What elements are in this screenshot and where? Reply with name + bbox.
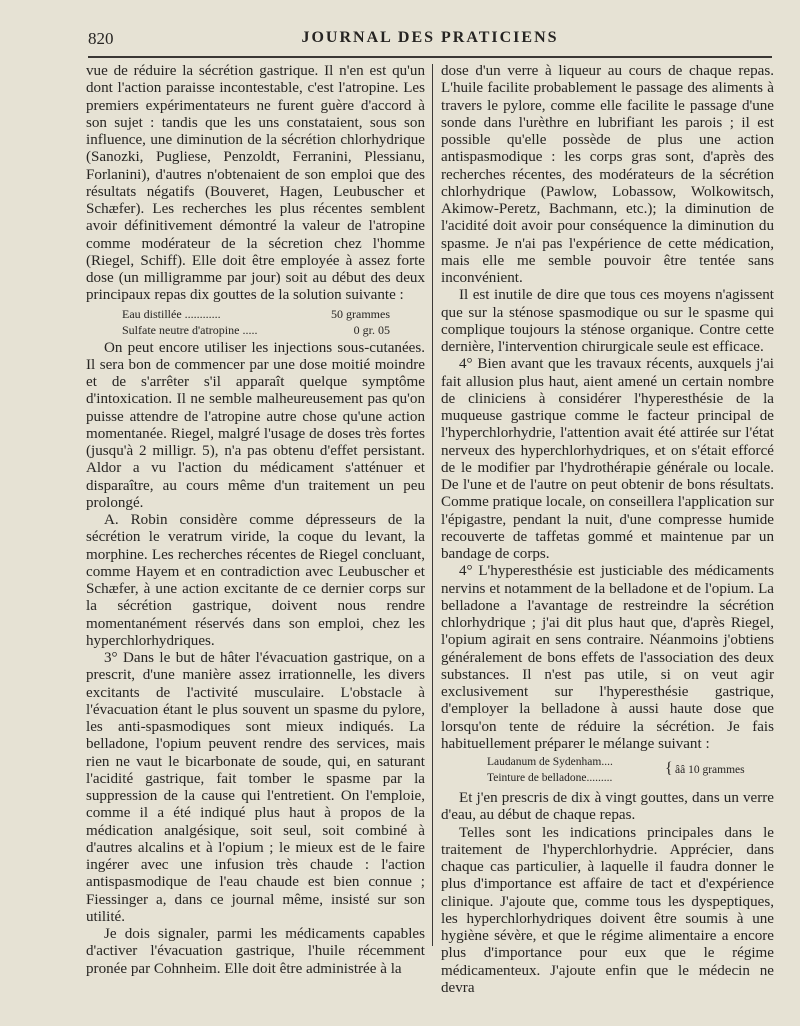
recipe-item: Sulfate neutre d'atropine ..... (122, 322, 258, 337)
right-column (441, 63, 774, 997)
paragraph: Il est inutile de dire que tous ces moyens n'agissent que sur la sténose spasmodique ou sur le spasme qui complique toujours la sténose organique. Contre cette dernière, l'intervention chirurgicale seule est efficace. (441, 287, 774, 355)
paragraph: On peut encore utiliser les injections sous-cutanées. Il sera bon de commencer par une dose moitié moindre et de s'arrêter s'il apparaît quelque symptôme d'intoxication. Il ne semble malheureusement pas qu'on puisse attendre de l'atropine autre chose qu'une action momentanée. Riegel, malgré l'usage de doses très fortes (jusqu'à 2 milligr. 5), n'a pas obtenu d'effet persistant. Aldor a vu l'action du médicament s'atténuer et disparaître, au cours même d'un traitement un peu prolongé. (86, 339, 425, 511)
laudanum-recipe (487, 754, 774, 787)
journal-title: JOURNAL DES PRATICIENS (301, 29, 559, 46)
header-rule (88, 56, 772, 58)
recipe-dose: 0 gr. 05 (353, 322, 390, 337)
paragraph: Et j'en prescris de dix à vingt gouttes, dans un verre d'eau, au début de chaque repas. (441, 790, 774, 824)
brace-symbol: { (665, 760, 673, 777)
recipe-item: Teinture de belladone......... (487, 772, 613, 784)
paragraph: dose d'un verre à liqueur au cours de chaque repas. L'huile facilite probablement le passage des aliments à travers le pylore, comme elle facilite le passage d'une sonde dans l'urèthre en lubrifiant les parois ; il est possible qu'elle possède de plus une action antispasmodique : les corps gras sont, d'après des recherches récentes, des modérateurs de la sécrétion chlorhydrique (Pawlow, Lobassow, Wolkowitsch, Akimow-Peretz, Bachmann, etc.); la diminution de l'acidité doit avoir pour conséquence la diminution du spasme. Je n'ai pas l'expérience de cette médication, mais elle me semble pouvoir être tentée sans inconvénient. (441, 63, 774, 286)
paragraph: A. Robin considère comme dépresseurs de la sécrétion le veratrum viride, la coque du levant, la morphine. Les recherches récentes de Riegel concluant, comme Hayem et en contradiction avec Leubuscher et Schæfer, à une action excitante de ce dernier corps sur la sécrétion gastrique, doivent nous rendre momentanément réservés dans son emploi, chez les hyperchlorhydriques. (86, 512, 425, 649)
recipe-dose: 50 grammes (331, 306, 390, 321)
column-divider (432, 64, 433, 946)
left-column (86, 63, 425, 978)
recipe-row (122, 322, 390, 338)
paragraph: 3° Dans le but de hâter l'évacuation gastrique, on a prescrit, d'une manière assez irrationnelle, les divers excitants de l'activité musculaire. L'obstacle à l'évacuation étant le plus souvent un spasme du pylore, les anti-spasmodiques sont mieux indiqués. La belladone, l'opium peuvent rendre des services, mais rien ne vaut le bicarbonate de soude, qui, en saturant l'acidité gastrique, fait tomber le spasme par la suppression de la cause qui l'entretient. On l'emploie, comme il a été indiqué plus haut à propos de la médication analgésique, soit seul, soit combiné à d'autres alcalins et à l'opium ; le mieux est de le faire ingérer avec une infusion très chaude : l'action antispasmodique de l'eau chaude est bien connue ; Fiessinger a, dans ce journal même, insisté sur son utilité. (86, 650, 425, 925)
paragraph: 4° Bien avant que les travaux récents, auxquels j'ai fait allusion plus haut, aient amené un certain nombre de cliniciens à considérer l'hyperesthésie de la muqueuse gastrique comme le facteur principal de l'hyperchlorhydrie, l'attention avait été attirée sur l'état nerveux des hyperchlorhydriques, et on s'était efforcé de le modifier par l'hydrothérapie générale ou locale. De l'une et de l'autre on peut obtenir de bons résultats. Comme pratique locale, on conseillera l'application sur l'épigastre, pendant la nuit, d'une compresse humide recouverte de taffetas gommé et maintenue par un bandage de corps. (441, 356, 774, 562)
recipe-item: Laudanum de Sydenham.... (487, 756, 613, 768)
paragraph: 4° L'hyperesthésie est justiciable des médicaments nervins et notamment de la belladone et de l'opium. La belladone a l'avantage de restreindre la sécrétion chlorhydrique ; j'ai dit plus haut que, d'après Riegel, l'opium agirait en sens contraire. Néanmoins j'obtiens généralement de bons effets de l'association des deux substances. Il n'est pas utile, si on veut agir exclusivement sur l'hyperesthésie gastrique, d'employer la belladone à aussi haute dose que lorsqu'on tente de réduire la sécrétion. Je fais habituellement préparer le mélange suivant : (441, 563, 774, 752)
paragraph: Je dois signaler, parmi les médicaments capables d'activer l'évacuation gastrique, l'huile récemment pronée par Cohnheim. Elle doit être administrée à la (86, 926, 425, 977)
paragraph: Telles sont les indications principales dans le traitement de l'hyperchlorhydrie. Apprécier, dans chaque cas particulier, à laquelle il faudra donner le plus d'importance est affaire de tact et d'expérience clinique. J'ajoute que, comme tous les dyspeptiques, les hyperchlorhydriques doivent être soumis à une hygiène sévère, et que le régime alimentaire a encore plus d'importance pour eux que le régime médicamenteux. J'ajoute enfin que le médecin ne devra (441, 824, 774, 996)
page-number: 820 (88, 29, 114, 48)
atropine-recipe (122, 306, 390, 338)
paragraph: vue de réduire la sécrétion gastrique. Il n'en est qu'un dont l'action paraisse incontestable, c'est l'atropine. Les premiers expérimentateurs ne furent guère d'accord à son sujet : tandis que les uns constataient, sous son influence, une diminution de la sécrétion chlorhydrique (Sanozki, Pugliese, Penzoldt, Ferranini, Plessianu, Forlanini), d'autres n'obtenaient de son emploi que des résultats négatifs (Bouveret, Hagen, Leubuscher et Schæfer). Les recherches les plus récentes semblent avoir définitivement démontré la valeur de l'atropine comme modérateur de la sécretion chez l'homme (Riegel, Schiff). Elle doit être employée à assez forte dose (un milligramme par jour) soit au début des deux principaux repas dix gouttes de la solution suivante : (86, 63, 425, 304)
recipe-dose: ââ 10 grammes (675, 764, 745, 776)
recipe-item: Eau distillée ............ (122, 306, 221, 321)
recipe-row (122, 306, 390, 322)
page-header (88, 27, 772, 51)
